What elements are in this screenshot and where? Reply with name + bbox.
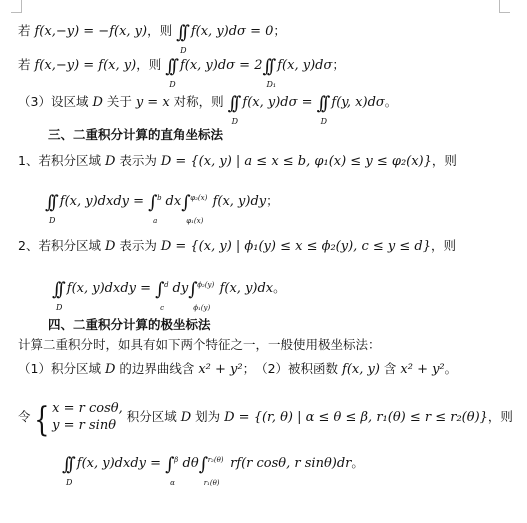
cartesian-formula-2: ∫∫ D f(x, y)dxdy = ∫ d c dy∫ ϕ₂(y) ϕ₁(y) f(x, y)dx。 [52,279,286,312]
double-integral-sign: ∫∫ D [45,192,56,225]
double-integral-sign: ∫∫ D [52,279,63,312]
double-integral-sign: ∫∫ D [316,93,328,126]
integral-sign: ∫ d c [155,279,169,312]
integral-sign: ∫ r₂(θ) r₁(θ) [198,454,224,487]
polar-intro-text: 计算二重积分时，如具有如下两个特征之一，一般使用极坐标法： [18,337,381,352]
page-corner-mark-right [499,0,510,13]
double-integral-sign: ∫∫ D [62,454,73,487]
page-corner-mark-left [11,0,22,13]
double-integral-sign: ∫∫ D₁ [262,56,277,89]
cartesian-case-2-text: 2、若积分区域 D 表示为 D = {(x, y) | ϕ₁(y) ≤ x ≤ ϕ₂(y), c ≤ y ≤ d}，则 [18,238,456,254]
double-integral-sign: ∫∫ D [176,22,187,55]
integral-sign: ∫ ϕ₂(y) ϕ₁(y) [188,279,215,312]
double-integral-sign: ∫∫ D [227,93,239,126]
even-symmetry-rule: 若 f(x,−y) = f(x, y)，则 ∫∫ D f(x, y)dσ = 2∫∫ D₁ f(x, y)dσ； [18,56,345,89]
section-heading-polar: 四、二重积分计算的极坐标法 [48,317,211,332]
section-heading-cartesian: 三、二重积分计算的直角坐标法 [48,127,224,142]
cartesian-formula-1: ∫∫ D f(x, y)dxdy = ∫ b a dx∫ φ₂(x) φ₁(x) f(x, y)dy； [45,192,279,225]
polar-formula: ∫∫ D f(x, y)dxdy = ∫ β α dθ∫ r₂(θ) r₁(θ) rf(r cosθ, r sinθ)dr。 [62,454,364,487]
double-integral-sign: ∫∫ D [165,56,176,89]
odd-symmetry-rule: 若 f(x,−y) = −f(x, y)，则 ∫∫ D f(x, y)dσ = 0； [18,22,286,55]
diagonal-symmetry-rule: （3）设区域 D 关于 y = x 对称，则 ∫∫ D f(x, y)dσ = ∫∫ D f(y, x)dσ。 [18,93,398,126]
integral-sign: ∫ b a [148,192,162,225]
integral-sign: ∫ β α [165,454,179,487]
integral-sign: ∫ φ₂(x) φ₁(x) [181,192,208,225]
cartesian-case-1-text: 1、若积分区域 D 表示为 D = {(x, y) | a ≤ x ≤ b, φ₁(x) ≤ y ≤ φ₂(x)}，则 [18,153,457,169]
left-brace: { [33,400,49,440]
polar-substitution: 令{ x = r cosθ, y = r sinθ 积分区域 D 划为 D = {(r, θ) | α ≤ θ ≤ β, r₁(θ) ≤ r ≤ r₂(θ)}，则 [18,400,513,440]
polar-conditions: （1）积分区域 D 的边界曲线含 x² + y²； （2）被积函数 f(x, y) 含 x² + y²。 [18,361,458,377]
